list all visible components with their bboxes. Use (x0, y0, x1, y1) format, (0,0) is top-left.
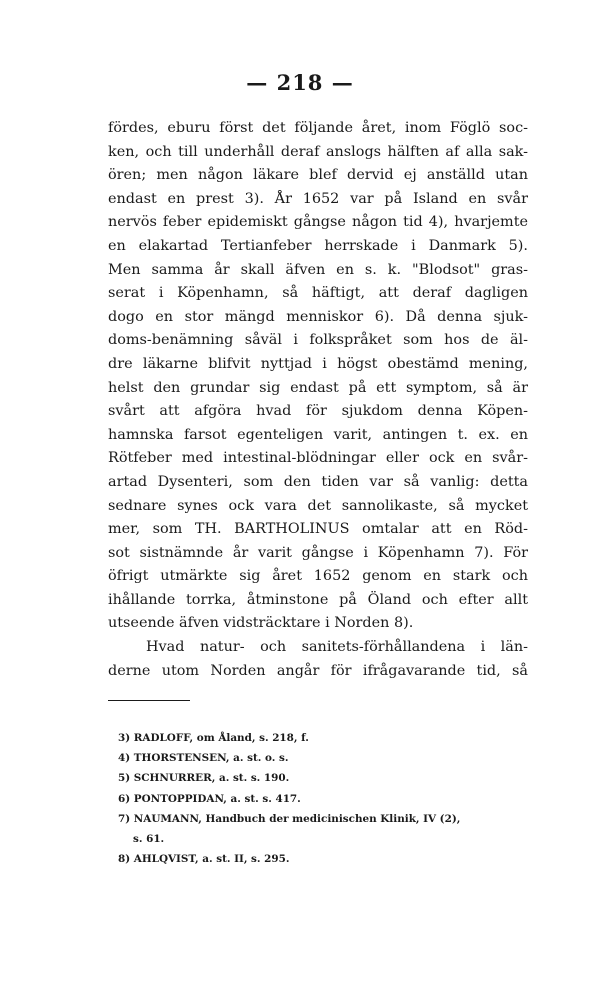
text-line: serat i Köpenhamn, så häftigt, att deraf dagligen (108, 285, 528, 302)
text-line: sednare synes ock vara det sannolikaste, så mycket (108, 497, 528, 514)
footnote: 7) NAUMANN, Handbuch der medicinischen Klinik, IV (2), (118, 812, 461, 825)
footnote-divider (108, 700, 190, 701)
text-line: Rötfeber med intestinal-blödningar eller ock en svår- (108, 450, 528, 467)
text-line: artad Dysenteri, som den tiden var så vanlig: detta (108, 473, 528, 490)
text-line: sot sistnämnde år varit gångse i Köpenhamn 7). För (108, 544, 528, 561)
text-line: öfrigt utmärkte sig året 1652 genom en stark och (108, 568, 528, 585)
page-number: — 218 — (246, 70, 354, 95)
footnote: 6) PONTOPPIDAN, a. st. s. 417. (118, 792, 301, 805)
text-line: derne utom Norden angår för ifrågavarande tid, så (108, 662, 528, 679)
footnote-continuation: s. 61. (133, 832, 165, 845)
text-line: Hvad natur- och sanitets-förhållandena i län- (146, 639, 528, 656)
text-line: doms-benämning såväl i folkspråket som hos de äl- (108, 332, 528, 349)
body-text (108, 117, 528, 683)
text-line: endast en prest 3). År 1652 var på Island en svår (108, 190, 528, 207)
text-line: ihållande torrka, åtminstone på Öland och efter allt (108, 591, 528, 608)
text-line: mer, som TH. BARTHOLINUS omtalar att en Röd- (108, 521, 528, 538)
footnote: 4) THORSTENSEN, a. st. o. s. (118, 752, 289, 765)
footnote: 8) AHLQVIST, a. st. II, s. 295. (118, 853, 290, 866)
text-line: en elakartad Tertianfeber herrskade i Danmark 5). (108, 237, 528, 254)
text-line: hamnska farsot egenteligen varit, antingen t. ex. en (108, 426, 528, 443)
text-line: ören; men någon läkare blef dervid ej anställd utan (108, 167, 528, 184)
text-line: nervös feber epidemiskt gångse någon tid 4), hvarjemte (108, 214, 528, 231)
text-line: fördes, eburu först det följande året, inom Föglö soc- (108, 120, 528, 136)
footnote: 5) SCHNURRER, a. st. s. 190. (118, 772, 290, 785)
text-line: dre läkarne blifvit nyttjad i högst obestämd mening, (108, 355, 528, 372)
footnotes (118, 728, 538, 869)
text-line: ken, och till underhåll deraf anslogs hälften af alla sak- (108, 143, 528, 160)
text-line: utseende äfven vidsträcktare i Norden 8). (108, 615, 414, 632)
text-line: svårt att afgöra hvad för sjukdom denna Köpen- (108, 403, 528, 420)
footnote: 3) RADLOFF, om Åland, s. 218, f. (118, 732, 309, 744)
text-line: dogo en stor mängd menniskor 6). Då denna sjuk- (108, 308, 528, 325)
text-line: helst den grundar sig endast på ett symptom, så är (108, 379, 528, 396)
text-line: Men samma år skall äfven en s. k. "Blodsot" gras- (108, 261, 528, 278)
